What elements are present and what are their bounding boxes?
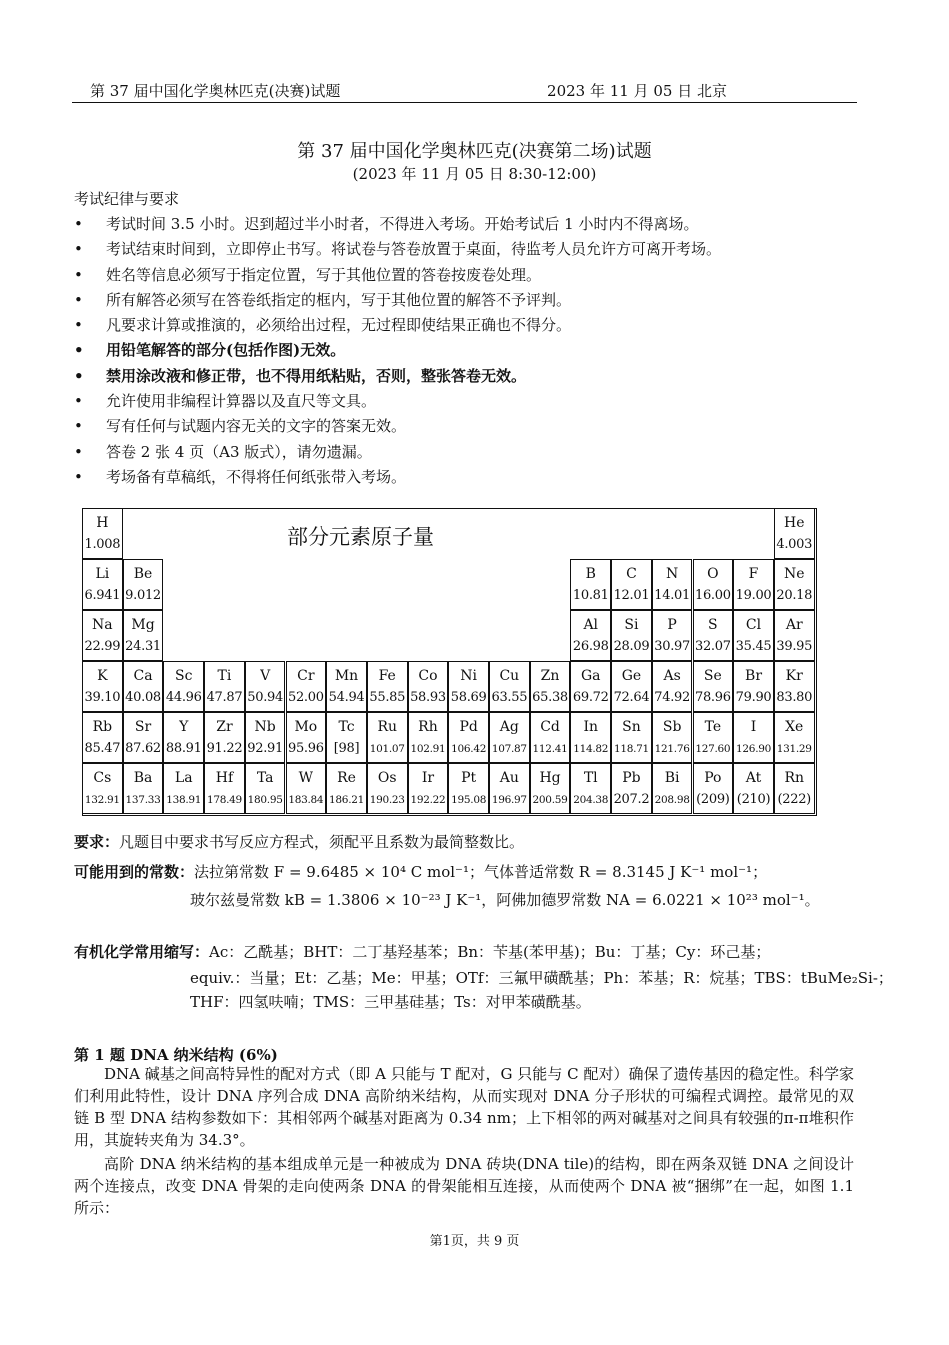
element-mass: 4.003 (776, 537, 813, 552)
element-cell-y (163, 712, 204, 763)
element-symbol: Os (377, 770, 397, 786)
exam-title: 第 37 届中国化学奥林匹克(决赛第二场)试题 (297, 141, 652, 162)
element-cell-f (733, 559, 774, 610)
rule-item: • 答卷 2 张 4 页（A3 版式），请勿遗漏。 (74, 440, 874, 465)
element-symbol: Ca (133, 668, 153, 684)
element-cell-os (367, 763, 408, 814)
element-mass: 183.84 (288, 794, 324, 806)
element-cell-as (652, 661, 693, 712)
element-mass: 35.45 (735, 639, 772, 654)
element-cell-mn (326, 661, 367, 712)
question-1-paragraph-2: 高阶 DNA 纳米结构的基本组成单元是一种被成为 DNA 砖块(DNA tile)的结构，即在两条双链 DNA 之间设计两个连接点，改变 DNA 骨架的走向使两条 DNA 的骨架能相互连接，从而使两个 DNA 被“捆绑”在一起，如图 1.1 所示： (74, 1155, 854, 1217)
element-symbol: N (666, 566, 679, 582)
element-symbol: Al (583, 617, 599, 633)
element-cell-mo (286, 712, 327, 763)
question-1-title: 第 1 题 DNA 纳米结构 (6%) (74, 1046, 278, 1064)
element-symbol: Pt (461, 770, 477, 786)
element-symbol: Kr (785, 668, 803, 684)
abbreviations-line-1 (74, 941, 770, 962)
element-symbol: Mn (334, 668, 359, 684)
element-cell-o (693, 559, 734, 610)
element-mass: (209) (696, 792, 730, 807)
rule-item: • 考试结束时间到，立即停止书写。将试卷与答卷放置于桌面，待监考人员允许方可离开考场。 (74, 237, 874, 262)
requirements (74, 831, 524, 852)
element-cell-cl (733, 610, 774, 661)
element-cell-at (733, 763, 774, 814)
element-cell-h (82, 508, 123, 559)
abbreviations-label: 有机化学常用缩写： (74, 943, 210, 961)
element-symbol: Fe (378, 668, 396, 684)
element-mass: 208.98 (654, 794, 690, 806)
element-mass: 190.23 (369, 794, 405, 806)
element-symbol: Na (92, 617, 113, 633)
element-cell-se (693, 661, 734, 712)
element-cell-al (570, 610, 611, 661)
element-mass: 9.012 (125, 588, 161, 603)
requirements-label: 要求： (74, 833, 120, 851)
element-symbol: Ti (217, 668, 232, 684)
element-cell-te (693, 712, 734, 763)
element-symbol: Mg (131, 617, 155, 633)
header-left: 第 37 届中国化学奥林匹克(决赛)试题 (90, 82, 341, 100)
element-mass: 126.90 (736, 743, 771, 755)
element-cell-br (733, 661, 774, 712)
element-symbol: Tl (583, 770, 598, 786)
element-mass: 16.00 (694, 588, 731, 603)
element-cell-xe (774, 712, 815, 763)
element-cell-kr (774, 661, 815, 712)
element-cell-la (163, 763, 204, 814)
element-mass: 101.07 (369, 743, 405, 755)
element-mass: 1.008 (84, 537, 121, 552)
element-mass: 186.21 (329, 794, 364, 806)
element-symbol: At (745, 770, 762, 786)
rule-item: • 考试时间 3.5 小时。迟到超过半小时者，不得进入考场。开始考试后 1 小时内不得离场。 (74, 212, 874, 237)
element-mass: 195.08 (451, 794, 487, 806)
element-cell-nb (245, 712, 286, 763)
element-mass: 28.09 (613, 639, 650, 654)
element-cell-ne (774, 559, 815, 610)
element-cell-ag (489, 712, 530, 763)
element-symbol: Cl (745, 617, 762, 633)
element-mass: 22.99 (84, 639, 121, 654)
element-cell-ga (570, 661, 611, 712)
element-symbol: Y (179, 719, 189, 735)
element-cell-tc (326, 712, 367, 763)
element-symbol: Rh (418, 719, 438, 735)
element-mass: 102.91 (410, 743, 446, 755)
element-symbol: Mo (294, 719, 318, 735)
element-symbol: Ni (460, 668, 477, 684)
element-mass: 121.76 (654, 743, 690, 755)
element-mass: 30.97 (654, 639, 690, 654)
element-cell-li (82, 559, 123, 610)
element-mass: 58.69 (450, 690, 487, 705)
element-mass: 10.81 (572, 588, 609, 603)
element-cell-he (774, 508, 815, 559)
rules-heading: 考试纪律与要求 (74, 190, 180, 208)
element-mass: 178.49 (206, 794, 242, 806)
element-mass: 65.38 (532, 690, 568, 705)
element-mass: 63.55 (491, 690, 528, 705)
element-mass: 74.92 (654, 690, 690, 705)
element-cell-sr (123, 712, 164, 763)
element-mass: 85.47 (84, 741, 121, 756)
element-mass: 26.98 (572, 639, 609, 654)
element-symbol: Pd (459, 719, 478, 735)
element-mass: 114.82 (573, 743, 609, 755)
element-mass: 20.18 (776, 588, 813, 603)
element-symbol: H (96, 515, 109, 531)
element-mass: 112.41 (532, 743, 568, 755)
rule-item: • 允许使用非编程计算器以及直尺等文具。 (74, 389, 874, 414)
element-mass: 54.94 (328, 690, 365, 705)
rule-item: • 所有解答必须写在答卷纸指定的框内，写于其他位置的解答不予评判。 (74, 288, 874, 313)
element-cell-re (326, 763, 367, 814)
element-cell-ni (448, 661, 489, 712)
element-cell-c (611, 559, 652, 610)
element-cell-i (733, 712, 774, 763)
element-cell-po (693, 763, 734, 814)
element-cell-fe (367, 661, 408, 712)
constants-label: 可能用到的常数： (74, 863, 195, 881)
element-symbol: As (663, 668, 681, 684)
element-symbol: Ir (421, 770, 435, 786)
element-cell-sn (611, 712, 652, 763)
element-cell-k (82, 661, 123, 712)
element-cell-be (123, 559, 164, 610)
element-symbol: Xe (785, 719, 804, 735)
element-cell-bi (652, 763, 693, 814)
element-cell-ir (408, 763, 449, 814)
element-cell-in (570, 712, 611, 763)
element-cell-mg (123, 610, 164, 661)
rule-item: • 用铅笔解答的部分(包括作图)无效。 (74, 338, 874, 363)
element-mass: 131.29 (776, 743, 812, 755)
abbreviations-line-2: equiv.：当量；Et：乙基；Me：甲基；OTf：三氟甲磺酰基；Ph：苯基；R：烷基；TBS：tBuMe₂Si-； (190, 969, 893, 987)
element-mass: 92.91 (247, 741, 283, 756)
rule-item: • 禁用涂改液和修正带，也不得用纸粘贴，否则，整张答卷无效。 (74, 364, 874, 389)
element-cell-rn (774, 763, 815, 814)
element-cell-cd (530, 712, 571, 763)
element-mass: 12.01 (613, 588, 650, 603)
element-symbol: Sr (134, 719, 152, 735)
periodic-table-title: 部分元素原子量 (287, 525, 434, 549)
element-symbol: Se (703, 668, 722, 684)
constants-line-2: 玻尔兹曼常数 kB = 1.3806 × 10⁻²³ J K⁻¹，阿佛加德罗常数 NA = 6.0221 × 10²³ mol⁻¹。 (190, 891, 820, 909)
element-symbol: Ar (785, 617, 803, 633)
element-symbol: Po (704, 770, 722, 786)
element-cell-ta (245, 763, 286, 814)
element-mass: 107.87 (491, 743, 527, 755)
element-cell-n (652, 559, 693, 610)
element-mass: 44.96 (165, 690, 202, 705)
element-symbol: K (97, 668, 108, 684)
element-symbol: Rb (92, 719, 113, 735)
element-cell-cs (82, 763, 123, 814)
element-cell-cr (286, 661, 327, 712)
rule-item: • 写有任何与试题内容无关的文字的答案无效。 (74, 414, 874, 439)
element-mass: 69.72 (572, 690, 609, 705)
element-symbol: In (583, 719, 598, 735)
element-mass: 58.93 (410, 690, 446, 705)
abbreviations-line-3: THF：四氢呋喃；TMS：三甲基硅基；Ts：对甲苯磺酰基。 (190, 993, 591, 1011)
element-cell-zr (204, 712, 245, 763)
rule-item: • 凡要求计算或推演的，必须给出过程，无过程即使结果正确也不得分。 (74, 313, 874, 338)
element-mass: 192.22 (410, 794, 446, 806)
element-symbol: La (174, 770, 193, 786)
element-cell-rb (82, 712, 123, 763)
element-cell-hf (204, 763, 245, 814)
element-mass: 95.96 (287, 741, 324, 756)
element-symbol: Hg (539, 770, 561, 786)
element-mass: 118.71 (613, 743, 649, 755)
element-symbol: V (260, 668, 271, 684)
element-symbol: Hf (215, 770, 234, 786)
element-symbol: Be (133, 566, 153, 582)
element-mass: 72.64 (613, 690, 650, 705)
element-symbol: P (667, 617, 677, 633)
element-mass: 207.2 (613, 792, 650, 807)
element-mass: 204.38 (573, 794, 609, 806)
element-symbol: B (585, 566, 596, 582)
element-symbol: Tc (338, 719, 355, 735)
element-cell-sc (163, 661, 204, 712)
element-cell-s (693, 610, 734, 661)
element-symbol: Sc (175, 668, 193, 684)
element-cell-na (82, 610, 123, 661)
element-symbol: Nb (254, 719, 276, 735)
element-symbol: Cu (499, 668, 520, 684)
element-symbol: Ru (377, 719, 398, 735)
rule-item: • 考场备有草稿纸，不得将任何纸张带入考场。 (74, 465, 874, 490)
element-symbol: Si (624, 617, 639, 633)
page-footer: 第1页，共 9 页 (429, 1234, 520, 1249)
element-mass: 83.80 (776, 690, 813, 705)
element-mass: 6.941 (84, 588, 121, 603)
element-symbol: Ba (133, 770, 153, 786)
element-cell-pd (448, 712, 489, 763)
element-symbol: W (298, 770, 314, 786)
element-mass: 50.94 (247, 690, 283, 705)
element-mass: 52.00 (287, 690, 324, 705)
element-symbol: Au (499, 770, 519, 786)
rule-item: • 姓名等信息必须写于指定位置，写于其他位置的答卷按废卷处理。 (74, 263, 874, 288)
element-symbol: Cs (93, 770, 112, 786)
element-symbol: Ga (580, 668, 601, 684)
element-cell-si (611, 610, 652, 661)
element-symbol: Li (95, 566, 110, 582)
element-symbol: Ge (621, 668, 642, 684)
element-symbol: Cd (540, 719, 560, 735)
element-cell-p (652, 610, 693, 661)
rules-list (74, 212, 874, 490)
element-symbol: O (707, 566, 719, 582)
element-mass: [98] (333, 741, 360, 756)
element-mass: (222) (777, 792, 811, 807)
element-mass: 106.42 (451, 743, 487, 755)
element-mass: 138.91 (166, 794, 202, 806)
element-symbol: Zn (540, 668, 560, 684)
element-cell-sb (652, 712, 693, 763)
element-cell-ar (774, 610, 815, 661)
element-symbol: Re (337, 770, 356, 786)
element-symbol: S (708, 617, 718, 633)
element-symbol: He (783, 515, 805, 531)
element-cell-ru (367, 712, 408, 763)
element-mass: 39.10 (84, 690, 121, 705)
element-symbol: Ne (783, 566, 805, 582)
element-mass: 79.90 (735, 690, 772, 705)
element-mass: 78.96 (694, 690, 731, 705)
element-mass: 137.33 (125, 794, 161, 806)
element-mass: (210) (736, 792, 771, 807)
element-mass: 88.91 (165, 741, 202, 756)
element-mass: 47.87 (206, 690, 243, 705)
element-symbol: F (748, 566, 759, 582)
element-symbol: I (750, 719, 757, 735)
element-mass: 127.60 (695, 743, 731, 755)
element-cell-ge (611, 661, 652, 712)
element-cell-ba (123, 763, 164, 814)
exam-subtitle: (2023 年 11 月 05 日 8:30-12:00) (352, 165, 597, 183)
element-mass: 196.97 (491, 794, 527, 806)
element-cell-tl (570, 763, 611, 814)
element-symbol: Rn (784, 770, 805, 786)
element-mass: 40.08 (125, 690, 161, 705)
header-right: 2023 年 11 月 05 日 北京 (547, 82, 727, 100)
element-cell-ti (204, 661, 245, 712)
element-symbol: Sn (622, 719, 641, 735)
element-mass: 180.95 (247, 794, 283, 806)
element-mass: 55.85 (369, 690, 406, 705)
requirements-text: 凡题目中要求书写反应方程式，须配平且系数为最简整数比。 (119, 833, 525, 851)
element-symbol: Cr (297, 668, 315, 684)
element-mass: 87.62 (125, 741, 161, 756)
element-symbol: Bi (664, 770, 680, 786)
element-cell-zn (530, 661, 571, 712)
page-header (72, 80, 857, 103)
element-mass: 91.22 (206, 741, 243, 756)
element-symbol: C (626, 566, 637, 582)
element-cell-w (286, 763, 327, 814)
element-symbol: Te (704, 719, 722, 735)
constants-text-1: 法拉第常数 F = 9.6485 × 10⁴ C mol⁻¹；气体普适常数 R = 8.3145 J K⁻¹ mol⁻¹； (194, 863, 768, 881)
element-cell-hg (530, 763, 571, 814)
element-cell-pt (448, 763, 489, 814)
element-mass: 24.31 (125, 639, 161, 654)
question-1-paragraph-1: DNA 碱基之间高特异性的配对方式（即 A 只能与 T 配对，G 只能与 C 配对）确保了遗传基因的稳定性。科学家们利用此特性，设计 DNA 序列合成 DNA 高阶纳米结构，从而实现对 DNA 分子形状的可编程式调控。最常见的双链 B 型 DNA 结构参数如下：其相邻两个碱基对距离为 0.34 nm；上下相邻的两对碱基对之间具有较强的π-π堆积作用，其旋转夹角为 34.3°。 (74, 1065, 854, 1149)
element-symbol: Ag (499, 719, 519, 735)
abbreviations-text-1: Ac：乙酰基；BHT：二丁基羟基苯；Bn：苄基(苯甲基)；Bu：丁基；Cy：环己基； (209, 943, 771, 961)
constants-line-1 (74, 861, 767, 882)
element-mass: 200.59 (532, 794, 568, 806)
element-cell-co (408, 661, 449, 712)
element-symbol: Pb (622, 770, 641, 786)
element-cell-v (245, 661, 286, 712)
element-mass: 39.95 (776, 639, 813, 654)
element-mass: 19.00 (735, 588, 772, 603)
element-symbol: Sb (662, 719, 682, 735)
element-symbol: Br (745, 668, 763, 684)
element-mass: 132.91 (84, 794, 120, 806)
element-cell-ca (123, 661, 164, 712)
element-cell-pb (611, 763, 652, 814)
element-cell-rh (408, 712, 449, 763)
element-mass: 32.07 (694, 639, 731, 654)
element-symbol: Zr (216, 719, 233, 735)
element-cell-cu (489, 661, 530, 712)
element-symbol: Ta (256, 770, 274, 786)
element-cell-b (570, 559, 611, 610)
element-mass: 14.01 (654, 588, 690, 603)
element-symbol: Co (418, 668, 438, 684)
element-cell-au (489, 763, 530, 814)
